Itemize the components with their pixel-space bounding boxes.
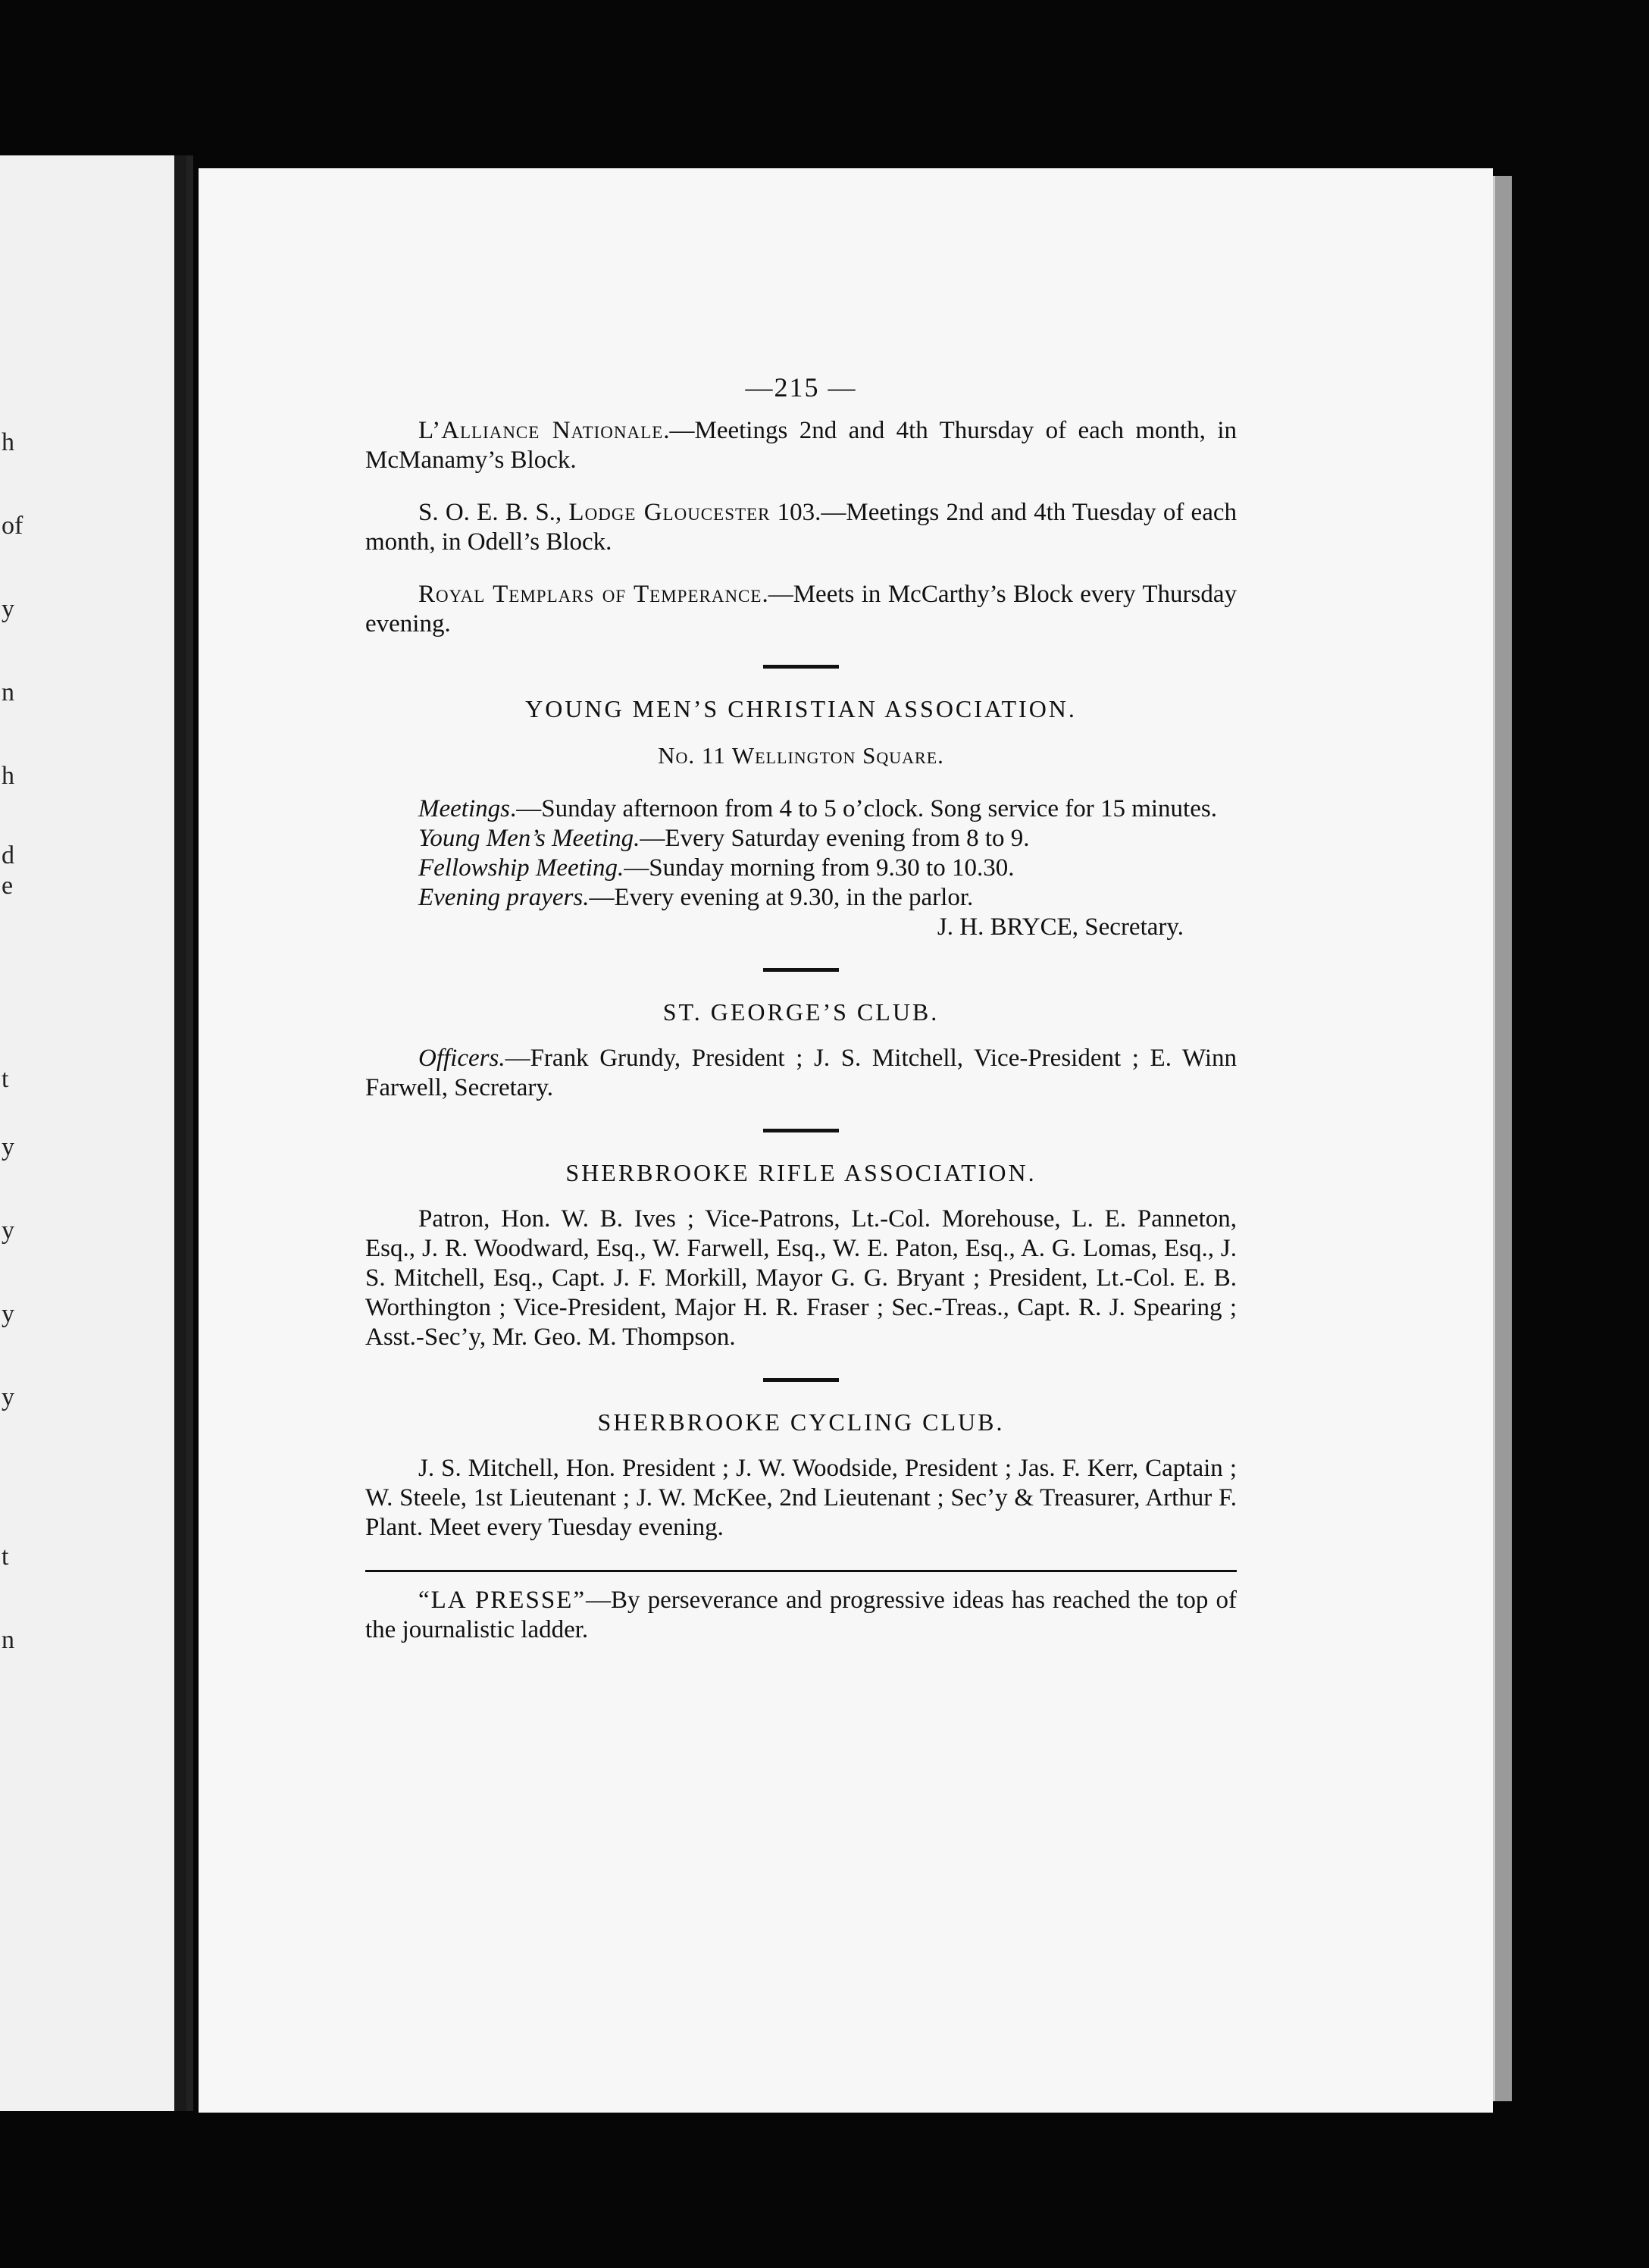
section-divider (763, 968, 839, 972)
ymca-signature: J. H. BRYCE, Secretary. (937, 913, 1184, 941)
ymca-meetings (365, 794, 1237, 824)
young-text: —Every Saturday evening from 8 to 9. (640, 825, 1030, 852)
facing-page-letter: y (2, 1383, 14, 1411)
rifle-text: Patron, Hon. W. B. Ives ; Vice-Patrons, Lt.-Col. Morehouse, L. E. Panneton, Esq., J. R. Woodward, Esq., W. Farwell, Esq., W. E. Paton, Esq., A. G. Lomas, Esq., J. S. Mitchell, Esq., Capt. J. F. Morkill, Mayor G. G. Bryant ; President, Lt.-Col. E. B. Worthington ; Vice-President, Major H. R. Fraser ; Sec.-Treas., Capt. R. J. Spearing ; Asst.-Sec’y, Mr. Geo. M. Thompson. (365, 1205, 1237, 1351)
section-divider (763, 1378, 839, 1382)
evening-prayers (365, 883, 1237, 913)
officers-text: —Frank Grundy, President ; J. S. Mitchell, Vice-President ; E. Winn Farwell, Secretary. (365, 1045, 1237, 1101)
section-divider (763, 665, 839, 669)
facing-page (0, 155, 193, 2111)
advert (365, 1586, 1237, 1645)
ymca-heading: YOUNG MEN’S CHRISTIAN ASSOCIATION. (525, 695, 1077, 722)
facing-page-letter: y (2, 1217, 14, 1245)
facing-page-letter: t (2, 1065, 9, 1093)
templars-entry (365, 580, 1237, 639)
facing-page-letter: e (2, 872, 14, 900)
meetings-label: Meetings (418, 795, 510, 822)
facing-page-letter: n (2, 1626, 14, 1654)
fellowship-meeting (365, 854, 1237, 883)
book-gutter (174, 155, 186, 2111)
templars-text: .—Meets in McCarthy’s Block every Thursday evening. (365, 581, 1237, 637)
st-george-officers (365, 1044, 1237, 1103)
young-label: Young Men’s Meeting. (418, 825, 640, 852)
section-divider (763, 1129, 839, 1132)
facing-page-letter: of (2, 512, 23, 540)
advert-name: “LA PRESSE” (418, 1587, 586, 1614)
meetings-text: .—Sunday afternoon from 4 to 5 o’clock. Song service for 15 minutes. (509, 795, 1217, 822)
alliance-name: L’Alliance Nationale (418, 417, 664, 444)
facing-page-letter: h (2, 428, 14, 456)
soebs-entry (365, 498, 1237, 557)
evening-text: —Every evening at 9.30, in the parlor. (589, 884, 974, 911)
facing-page-letter: y (2, 1300, 14, 1328)
facing-page-letter: n (2, 678, 14, 706)
alliance-entry (365, 416, 1237, 475)
rifle-heading: SHERBROOKE RIFLE ASSOCIATION. (565, 1159, 1037, 1186)
facing-page-letter: h (2, 762, 14, 790)
cycling-text: J. S. Mitchell, Hon. President ; J. W. Woodside, President ; Jas. F. Kerr, Captain ; W. Steele, 1st Lieutenant ; J. W. McKee, 2nd Lieutenant ; Sec’y & Treasurer, Arthur F. Plant. Meet every Tuesday evening. (365, 1455, 1237, 1541)
soebs-name: Lodge Gloucester (568, 499, 771, 526)
fellowship-text: —Sunday morning from 9.30 to 10.30. (624, 854, 1015, 882)
page-edge (1493, 176, 1512, 2101)
book-page (199, 168, 1493, 2113)
facing-page-letter: d (2, 841, 14, 869)
officers-label: Officers. (418, 1045, 505, 1072)
soebs-text: 103.—Meetings 2nd and 4th Tuesday of each month, in Odell’s Block. (365, 499, 1237, 556)
ymca-address: No. 11 Wellington Square. (658, 742, 944, 769)
text-column (365, 373, 1237, 1668)
facing-page-letter: t (2, 1543, 9, 1571)
st-george-heading: ST. GEORGE’S CLUB. (662, 998, 940, 1026)
facing-page-letter: y (2, 1133, 14, 1161)
soebs-name-plain: S. O. E. B. S., (418, 499, 569, 526)
facing-page-letter: y (2, 595, 14, 623)
alliance-text: .—Meetings 2nd and 4th Thursday of each month, in McManamy’s Block. (365, 417, 1237, 474)
young-mens-meeting (365, 824, 1237, 854)
page-number: —215 — (745, 372, 857, 403)
advert-rule (365, 1570, 1237, 1572)
evening-label: Evening prayers. (418, 884, 590, 911)
cycling-heading: SHERBROOKE CYCLING CLUB. (597, 1408, 1005, 1436)
templars-name: Royal Templars of Temperance (418, 581, 762, 608)
advert-text: —By perseverance and progressive ideas has reached the top of the journalistic ladder. (365, 1587, 1237, 1643)
fellowship-label: Fellowship Meeting. (418, 854, 624, 882)
